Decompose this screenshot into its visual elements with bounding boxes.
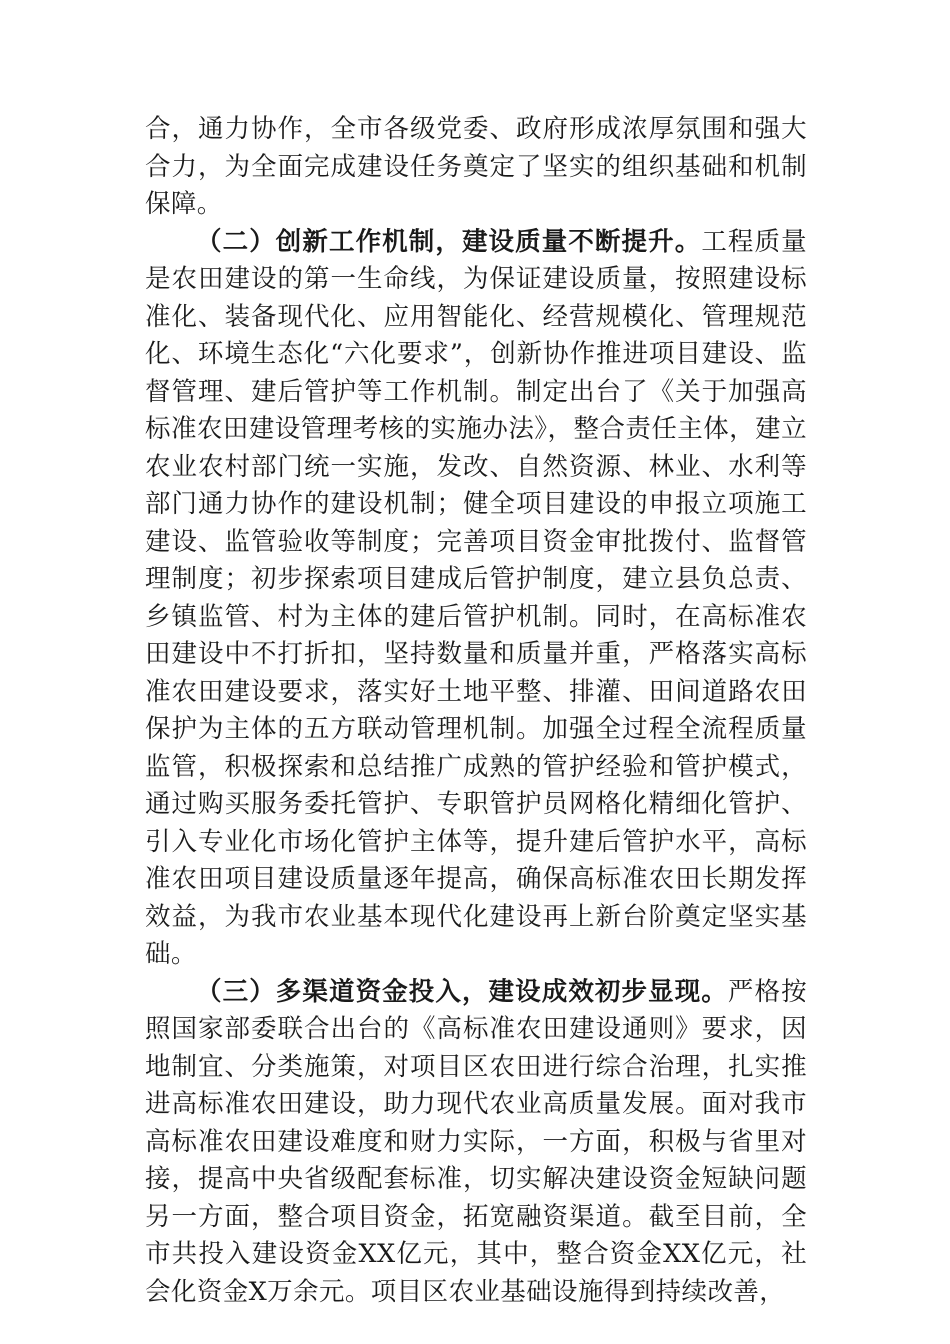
document-body: [145, 111, 807, 1311]
paragraph-3: [145, 974, 807, 1312]
section-heading-2: （二）创新工作机制，建设质量不断提升。: [196, 226, 702, 257]
paragraph-1-text: 合，通力协作，全市各级党委、政府形成浓厚氛围和强大合力，为全面完成建设任务奠定了坚实的组织基础和机制保障。: [145, 114, 807, 219]
paragraph-2: [145, 224, 807, 974]
paragraph-3-text: 严格按照国家部委联合出台的《高标准农田建设通则》要求，因地制宜、分类施策，对项目区农田进行综合治理，扎实推进高标准农田建设，助力现代农业高质量发展。面对我市高标准农田建设难度和财力实际，一方面，积极与省里对接，提高中央省级配套标准，切实解决建设资金短缺问题另一方面，整合项目资金，拓宽融资渠道。截至目前，全市共投入建设资金XX亿元，其中，整合资金XX亿元，社会化资金X万余元。项目区农业基础设施得到持续改善，: [145, 976, 807, 1307]
section-heading-3: （三）多渠道资金投入，建设成效初步显现。: [196, 976, 728, 1007]
paragraph-1: [145, 111, 807, 224]
paragraph-2-text: 工程质量是农田建设的第一生命线，为保证建设质量，按照建设标准化、装备现代化、应用智能化、经营规模化、管理规范化、环境生态化“六化要求”，创新协作推进项目建设、监督管理、建后管护等工作机制。制定出台了《关于加强高标准农田建设管理考核的实施办法》，整合责任主体，建立农业农村部门统一实施，发改、自然资源、林业、水利等部门通力协作的建设机制；健全项目建设的申报立项施工建设、监管验收等制度；完善项目资金审批拨付、监督管理制度；初步探索项目建成后管护制度，建立县负总责、乡镇监管、村为主体的建后管护机制。同时，在高标准农田建设中不打折扣，坚持数量和质量并重，严格落实高标准农田建设要求，落实好土地平整、排灌、田间道路农田保护为主体的五方联动管理机制。加强全过程全流程质量监管，积极探索和总结推广成熟的管护经验和管护模式，通过购买服务委托管护、专职管护员网格化精细化管护、引入专业化市场化管护主体等，提升建后管护水平，高标准农田项目建设质量逐年提高，确保高标准农田长期发挥效益，为我市农业基本现代化建设再上新台阶奠定坚实基础。: [145, 226, 807, 969]
